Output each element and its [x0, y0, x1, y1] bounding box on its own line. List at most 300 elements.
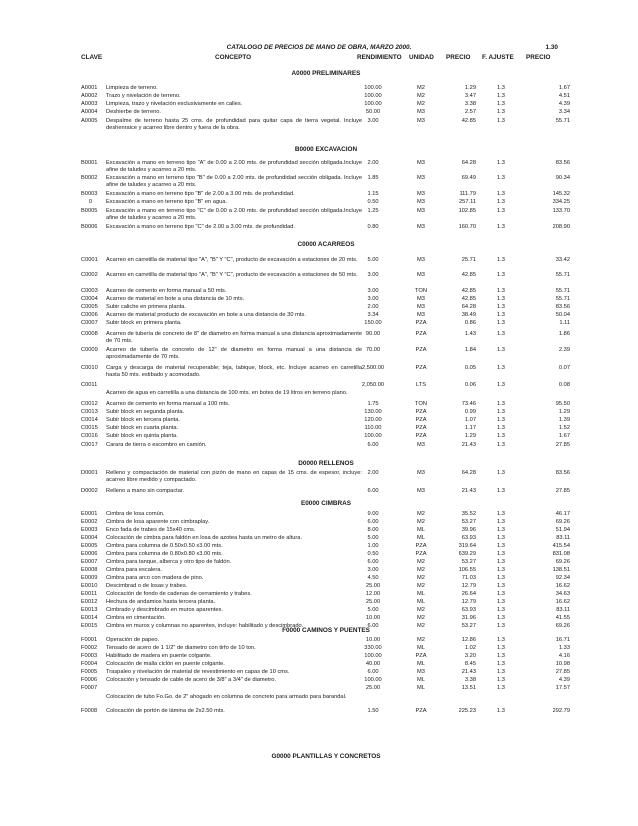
item-unit: PZA	[415, 365, 427, 371]
item-description: Relleno a mano sin compactar.	[106, 488, 185, 494]
item-price: 1.84	[464, 347, 476, 353]
item-adjustment: 1.3	[497, 583, 505, 589]
item-adjustment: 1.3	[497, 118, 505, 124]
item-rendimiento: 100.00	[364, 101, 382, 107]
item-adjustment: 1.3	[497, 347, 505, 353]
item-final-price: 133.70	[552, 208, 570, 214]
document-title: CATALOGO DE PRECIOS DE MANO DE OBRA, MARZO 2000.	[226, 44, 412, 51]
item-unit: PZA	[415, 653, 427, 659]
item-description: Acarreo de cemento en forma manual a 100 mts.	[106, 401, 230, 407]
item-description: Acarreo de tubería de concreto de 12" de diametro en forma manual a una distancia de aproximadamente de 70 mts.	[106, 347, 362, 361]
item-adjustment: 1.3	[497, 101, 505, 107]
item-code: E0003	[81, 527, 98, 533]
item-unit: M2	[417, 85, 425, 91]
item-code: C0008	[81, 331, 98, 337]
item-code: E0002	[81, 519, 98, 525]
item-rendimiento: 110.00	[364, 425, 382, 431]
item-final-price: 27.85	[555, 669, 570, 675]
item-price: 31.96	[461, 615, 476, 621]
item-rendimiento: 3.00	[367, 567, 379, 573]
item-description: Hechura de andamios hasta tercera planta.	[106, 599, 216, 605]
item-adjustment: 1.3	[497, 677, 505, 683]
item-price: 21.43	[461, 442, 476, 448]
item-code: E0009	[81, 575, 98, 581]
item-description: Limpieza de terreno.	[106, 85, 158, 91]
item-adjustment: 1.3	[497, 599, 505, 605]
item-description: Colocación de portón de lámina de 2x2.50 mts.	[106, 708, 225, 714]
col-header-concepto: CONCEPTO	[215, 54, 252, 61]
item-price: 111.79	[459, 191, 476, 197]
item-code: A0002	[81, 93, 98, 99]
item-description: Cimbra de losa común.	[106, 511, 165, 517]
item-rendimiento: 100.00	[364, 433, 382, 439]
item-description: Despalme de terreno hasta 25 cms. de profundidad para quitar capa de tierra vegetal. Incluye deshenraice y acarreo libre dentro y fuera de la obra.	[106, 118, 362, 132]
item-description: Cimbra para tanque, alberca y otro tipo de faldón.	[106, 559, 232, 565]
item-code: C0010	[81, 365, 98, 371]
item-unit: M2	[417, 101, 425, 107]
item-price: 35.52	[461, 511, 476, 517]
item-rendimiento: 6.00	[367, 623, 379, 629]
item-code: F0006	[81, 677, 98, 683]
section-heading: F0000 CAMINOS Y PUENTES	[282, 627, 370, 634]
item-final-price: 145.32	[552, 191, 570, 197]
item-code: D0002	[81, 488, 98, 494]
item-code: E0012	[81, 599, 98, 605]
item-rendimiento: 6.00	[367, 669, 379, 675]
item-unit: M2	[417, 637, 425, 643]
item-final-price: 0.07	[558, 365, 570, 371]
item-description: Subir block en quinta planta.	[106, 433, 178, 439]
item-code: F0002	[81, 645, 98, 651]
item-adjustment: 1.3	[497, 401, 505, 407]
item-adjustment: 1.3	[497, 312, 505, 318]
item-final-price: 41.55	[555, 615, 570, 621]
item-rendimiento: 2.00	[367, 304, 379, 310]
item-price: 106.55	[458, 567, 476, 573]
item-price: 69.49	[461, 175, 476, 181]
item-adjustment: 1.3	[497, 409, 505, 415]
item-price: 102.85	[458, 208, 476, 214]
item-description: Acarreo de tubería de concreto de 8" de diametro en forma manual a una distancia aproximadamente de 70 mts.	[106, 331, 362, 345]
item-description: Colocación y tensado de cable de acero de 3/8" a 3/4" de diametro.	[106, 677, 277, 683]
item-final-price: 16.71	[555, 637, 570, 643]
item-adjustment: 1.3	[497, 109, 505, 115]
item-rendimiento: 1.00	[367, 543, 379, 549]
item-final-price: 1.11	[559, 320, 570, 326]
item-description: Deshierbe de terreno.	[106, 109, 162, 115]
item-description: Acarreo en carretilla de material tipo "A", "B" Y "C", producto de excavación a estaciones de 20 mts.	[106, 257, 358, 263]
item-price: 21.43	[461, 488, 476, 494]
item-code: E0006	[81, 551, 98, 557]
item-rendimiento: 100.00	[364, 677, 382, 683]
item-final-price: 83.11	[556, 607, 570, 613]
item-rendimiento: 3.00	[367, 118, 379, 124]
item-price: 39.96	[461, 527, 476, 533]
item-description: Cimbra para escalera.	[106, 567, 162, 573]
item-final-price: 1.33	[558, 645, 570, 651]
item-rendimiento: 5.00	[367, 607, 379, 613]
item-unit: TON	[415, 288, 427, 294]
item-final-price: 90.34	[555, 175, 570, 181]
item-unit: PZA	[415, 417, 427, 423]
item-code: B0002	[81, 175, 98, 181]
item-price: 1.17	[464, 425, 476, 431]
item-code: C0004	[81, 296, 98, 302]
item-code: F0005	[81, 669, 98, 675]
item-description: Cimbra en cimentación.	[106, 615, 166, 621]
item-rendimiento: 6.00	[367, 442, 379, 448]
item-adjustment: 1.3	[497, 442, 505, 448]
item-unit: M2	[417, 519, 425, 525]
item-rendimiento: 9.00	[367, 511, 379, 517]
item-price: 53.27	[461, 559, 476, 565]
item-unit: LTS	[415, 382, 426, 388]
item-code: B0001	[81, 160, 98, 166]
item-rendimiento: 1.50	[367, 708, 379, 714]
item-price: 3.20	[464, 653, 476, 659]
item-description: Colocación de tubo Fo.Go. de 2" ahogado en columna de concreto para armado para barandal.	[106, 694, 347, 700]
item-rendimiento: 2.00	[367, 470, 379, 476]
item-code: E0008	[81, 567, 98, 573]
item-final-price: 292.79	[552, 708, 570, 714]
item-final-price: 55.71	[555, 288, 570, 294]
item-final-price: 27.85	[555, 488, 570, 494]
item-unit: M3	[417, 312, 425, 318]
item-price: 0.06	[464, 382, 476, 388]
item-adjustment: 1.3	[497, 661, 505, 667]
item-final-price: 69.26	[555, 559, 570, 565]
item-final-price: 3.34	[558, 109, 570, 115]
item-adjustment: 1.3	[497, 669, 505, 675]
item-price: 53.27	[461, 623, 476, 629]
item-description: Tensado de acero de 1 1/2" de diametro con tirfo de 10 ton.	[106, 645, 256, 651]
item-code: C0015	[81, 425, 98, 431]
item-description: Traspaleo y nivelación de material de revestimiento en capas de 10 cms.	[106, 669, 290, 675]
item-rendimiento: 0.50	[367, 199, 379, 205]
item-rendimiento: 6.00	[367, 488, 379, 494]
item-unit: M2	[417, 93, 425, 99]
item-adjustment: 1.3	[497, 519, 505, 525]
item-code: F0007	[81, 685, 98, 691]
item-unit: PZA	[415, 320, 427, 326]
item-rendimiento: 3.34	[367, 312, 379, 318]
item-rendimiento: 100.00	[364, 93, 382, 99]
item-description: Colocación de cimbra para faldón en losa de azotea hasta un metro de altura.	[106, 535, 303, 541]
item-code: A0003	[81, 101, 98, 107]
item-adjustment: 1.3	[497, 535, 505, 541]
item-final-price: 83.56	[555, 160, 570, 166]
item-description: Limpieza, trazo y nivelación exclusivamente en calles.	[106, 101, 243, 107]
item-adjustment: 1.3	[497, 615, 505, 621]
item-description: Carага de tierra o escombro en camión.	[106, 442, 207, 448]
item-code: E0004	[81, 535, 98, 541]
item-final-price: 831.08	[552, 551, 570, 557]
item-rendimiento: 150.00	[364, 320, 382, 326]
item-final-price: 4.51	[558, 93, 570, 99]
item-rendimiento: 50.00	[365, 109, 381, 115]
item-code: A0004	[81, 109, 98, 115]
item-adjustment: 1.3	[497, 257, 505, 263]
item-adjustment: 1.3	[497, 296, 505, 302]
item-description: Excavación a mano en terreno tipo "B" de 0.00 a 2.00 mts. de profundidad sección obligada. Incluye afine de taludes y acarreo a 20 mts.	[106, 175, 362, 189]
item-rendimiento: 70.00	[365, 347, 381, 353]
item-final-price: 334.25	[552, 199, 570, 205]
item-price: 42.85	[461, 118, 476, 124]
item-price: 26.64	[461, 591, 476, 597]
item-adjustment: 1.3	[497, 543, 505, 549]
item-rendimiento: 8.00	[367, 527, 379, 533]
item-unit: ML	[417, 591, 425, 597]
item-final-price: 138.51	[552, 567, 570, 573]
item-price: 8.45	[464, 661, 476, 667]
item-rendimiento: 330.00	[364, 645, 382, 651]
item-description: Acarreo de cemento en forma manual a 50 mts.	[106, 288, 227, 294]
item-rendimiento: 3.00	[367, 288, 379, 294]
item-price: 64.28	[461, 470, 476, 476]
item-final-price: 4.39	[558, 101, 570, 107]
item-price: 1.29	[464, 433, 476, 439]
item-price: 225.23	[458, 708, 476, 714]
item-unit: PZA	[415, 551, 427, 557]
item-final-price: 4.39	[558, 677, 570, 683]
item-code: F0004	[81, 661, 98, 667]
item-rendimiento: 1.25	[367, 208, 379, 214]
item-code: B0006	[81, 224, 98, 230]
item-code: 0	[88, 199, 93, 205]
item-rendimiento: 5.00	[367, 535, 379, 541]
item-adjustment: 1.3	[497, 567, 505, 573]
item-rendimiento: 1.75	[367, 401, 379, 407]
item-price: 160.70	[458, 224, 476, 230]
item-code: C0012	[81, 401, 98, 407]
item-unit: M3	[417, 470, 425, 476]
item-adjustment: 1.3	[497, 488, 505, 494]
item-rendimiento: 3.00	[367, 296, 379, 302]
item-description: Cimbrado y descimbrado en muros aparentes.	[106, 607, 223, 613]
item-price: 13.51	[461, 685, 476, 691]
section-heading: G0000 PLANTILLAS Y CONCRETOS	[271, 753, 381, 760]
item-price: 73.46	[461, 401, 476, 407]
item-description: Acarreo en carretilla de material tipo "A", "B" Y "C", producto de excavación a estaciones de 50 mts.	[106, 272, 358, 278]
item-adjustment: 1.3	[497, 527, 505, 533]
item-unit: M3	[417, 160, 425, 166]
item-final-price: 33.42	[555, 257, 570, 263]
item-adjustment: 1.3	[497, 160, 505, 166]
item-rendimiento: 25.00	[365, 599, 381, 605]
item-rendimiento: 3.00	[367, 272, 379, 278]
item-rendimiento: 2,050.00	[361, 382, 385, 388]
item-code: F0003	[81, 653, 98, 659]
item-adjustment: 1.3	[497, 175, 505, 181]
item-code: C0017	[81, 442, 98, 448]
item-price: 1.07	[464, 417, 476, 423]
item-unit: M3	[417, 199, 425, 205]
item-price: 3.38	[464, 677, 476, 683]
item-rendimiento: 120.00	[364, 417, 382, 423]
item-description: Excavación a mano en terreno tipo "C" de 2.00 a 3.00 mts. de profundidad.	[106, 224, 295, 230]
item-rendimiento: 5.00	[367, 257, 379, 263]
item-unit: ML	[417, 661, 425, 667]
item-unit: M2	[417, 583, 425, 589]
item-price: 3.38	[464, 101, 476, 107]
item-unit: M3	[417, 488, 425, 494]
item-price: 1.29	[464, 85, 476, 91]
item-unit: M2	[417, 559, 425, 565]
item-description: Acarreo de material en bote a una distancia de 10 mts.	[106, 296, 245, 302]
item-unit: M3	[417, 224, 425, 230]
item-final-price: 1.39	[558, 417, 570, 423]
item-rendimiento: 12.00	[365, 591, 381, 597]
item-final-price: 2.39	[558, 347, 570, 353]
item-price: 12.86	[461, 637, 476, 643]
item-price: 21.43	[461, 669, 476, 675]
item-code: C0014	[81, 417, 98, 423]
item-unit: M2	[417, 567, 425, 573]
item-unit: ML	[417, 527, 425, 533]
item-unit: ML	[417, 677, 425, 683]
item-final-price: 69.26	[555, 519, 570, 525]
item-adjustment: 1.3	[497, 623, 505, 629]
item-rendimiento: 2,500.00	[361, 365, 385, 371]
item-adjustment: 1.3	[497, 382, 505, 388]
item-rendimiento: 1.85	[367, 175, 379, 181]
item-description: Habilitado de madera en puente colgante.	[106, 653, 212, 659]
item-final-price: 55.71	[555, 296, 570, 302]
section-heading: E0000 CIMBRAS	[300, 500, 352, 507]
col-header-precio-final: PRECIO	[526, 54, 551, 61]
item-final-price: 55.71	[555, 118, 570, 124]
item-unit: ML	[417, 599, 425, 605]
item-description: Subir block en primera planta.	[106, 320, 182, 326]
item-final-price: 17.57	[555, 685, 570, 691]
item-rendimiento: 1.15	[367, 191, 379, 197]
item-final-price: 27.85	[555, 442, 570, 448]
section-heading: C0000 ACARREOS	[297, 241, 355, 248]
item-code: A0001	[81, 85, 98, 91]
item-adjustment: 1.3	[497, 320, 505, 326]
item-adjustment: 1.3	[497, 304, 505, 310]
item-adjustment: 1.3	[497, 637, 505, 643]
adjustment-factor: 1.30	[545, 44, 558, 51]
item-adjustment: 1.3	[497, 93, 505, 99]
item-description: Operación de papeo.	[106, 637, 160, 643]
item-adjustment: 1.3	[497, 645, 505, 651]
item-adjustment: 1.3	[497, 199, 505, 205]
item-adjustment: 1.3	[497, 559, 505, 565]
item-price: 64.28	[461, 304, 476, 310]
item-price: 64.28	[461, 160, 476, 166]
item-code: C0003	[81, 288, 98, 294]
item-description: Cimbra para columna de 0.80x0.80 x3.00 mts.	[106, 551, 223, 557]
item-unit: M3	[417, 191, 425, 197]
item-price: 12.79	[461, 583, 476, 589]
item-unit: M2	[417, 511, 425, 517]
item-code: C0009	[81, 347, 98, 353]
item-description: Excavación a mano en terreno tipo "B" de 2.00 a 3.00 mts. de profundidad.	[106, 191, 295, 197]
item-code: C0016	[81, 433, 98, 439]
item-description: Colocación de malla ciclón en puente colgante.	[106, 661, 225, 667]
item-unit: M3	[417, 175, 425, 181]
item-description: Enco fada de trabes de 15x40 cms.	[106, 527, 196, 533]
item-description: Acarreo de material producto de excavación en bote a una distancia de 30 mts.	[106, 312, 306, 318]
item-adjustment: 1.3	[497, 191, 505, 197]
item-unit: ML	[417, 685, 425, 691]
item-rendimiento: 6.00	[367, 519, 379, 525]
item-final-price: 0.08	[558, 382, 570, 388]
item-unit: M2	[417, 607, 425, 613]
item-unit: M3	[417, 272, 425, 278]
section-heading: B0000 EXCAVACION	[294, 146, 358, 153]
item-adjustment: 1.3	[497, 433, 505, 439]
item-description: Excavación a mano en terreno tipo "B" en agua.	[106, 199, 228, 205]
item-code: D0001	[81, 470, 98, 476]
item-adjustment: 1.3	[497, 591, 505, 597]
item-final-price: 10.98	[555, 661, 570, 667]
item-adjustment: 1.3	[497, 653, 505, 659]
item-unit: PZA	[415, 708, 427, 714]
item-rendimiento: 6.00	[367, 559, 379, 565]
item-price: 63.93	[461, 607, 476, 613]
item-description: Acarreo de agua en carretilla a una distancia de 100 mts. en botes de 19 litros en terreno plano.	[106, 390, 348, 396]
item-unit: TON	[415, 401, 427, 407]
item-code: C0001	[81, 257, 98, 263]
col-header-unidad: UNIDAD	[409, 54, 434, 61]
item-unit: M3	[417, 669, 425, 675]
item-adjustment: 1.3	[497, 708, 505, 714]
item-unit: PZA	[415, 433, 427, 439]
item-price: 1.43	[464, 331, 476, 337]
item-code: E0001	[81, 511, 98, 517]
item-code: E0011	[81, 591, 98, 597]
item-price: 0.05	[464, 365, 476, 371]
item-price: 2.57	[464, 109, 476, 115]
item-description: Cimbra para arco con madera de pino.	[106, 575, 204, 581]
item-unit: M3	[417, 296, 425, 302]
item-rendimiento: 100.00	[364, 653, 382, 659]
item-code: A0005	[81, 118, 98, 124]
col-header-rendimiento: RENDIMIENTO	[357, 54, 402, 61]
item-unit: PZA	[415, 543, 427, 549]
item-description: Subir block en cuarta planta.	[106, 425, 179, 431]
item-description: Cimbra de losa aparente con cimbraplay.	[106, 519, 210, 525]
item-adjustment: 1.3	[497, 551, 505, 557]
item-price: 0.99	[464, 409, 476, 415]
item-unit: PZA	[415, 425, 427, 431]
item-adjustment: 1.3	[497, 685, 505, 691]
item-description: Subir block en segunda planta.	[106, 409, 185, 415]
item-rendimiento: 25.00	[365, 583, 381, 589]
item-price: 38.49	[461, 312, 476, 318]
item-final-price: 1.67	[558, 85, 570, 91]
item-description: Cimbra en muros y columnas no aparentes, incluye: habilitado y descimbrado.	[106, 623, 304, 629]
item-description: Descimbrad o de losas y trabes.	[106, 583, 188, 589]
item-unit: M2	[417, 575, 425, 581]
item-price: 63.93	[461, 535, 476, 541]
item-price: 257.11	[459, 199, 476, 205]
item-description: Excavación a mano en terreno tipo "C" de 0.00 a 2.00 mts. de profundidad sección obligada.Incluye afine de taludes y acarreo a 20 mts.	[106, 208, 362, 222]
item-code: C0013	[81, 409, 98, 415]
item-price: 12.79	[461, 599, 476, 605]
item-unit: M3	[417, 304, 425, 310]
item-rendimiento: 130.00	[364, 409, 382, 415]
item-code: E0005	[81, 543, 98, 549]
col-header-clave: CLAVE	[81, 54, 103, 61]
col-header-ajuste: F. AJUSTE	[482, 54, 514, 61]
item-description: Subir caliche en primera planta.	[106, 304, 186, 310]
section-heading: A0000 PRELIMINARES	[291, 70, 361, 77]
item-unit: ML	[417, 535, 425, 541]
item-unit: M3	[417, 442, 425, 448]
